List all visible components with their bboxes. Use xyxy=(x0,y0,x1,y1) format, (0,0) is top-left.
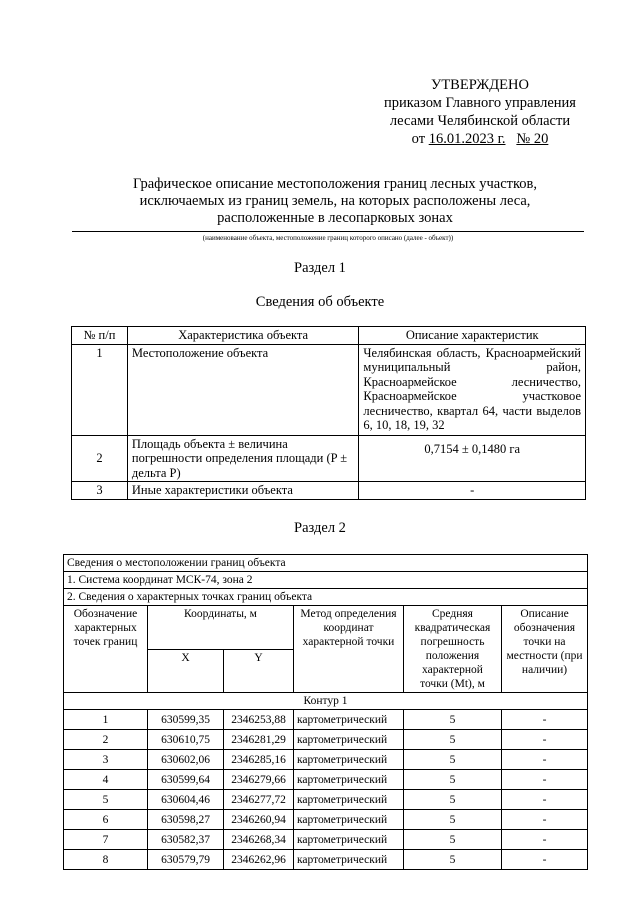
point-method: картометрический xyxy=(294,770,404,790)
point-y: 2346260,94 xyxy=(224,810,294,830)
table-row xyxy=(72,344,586,435)
header-x: X xyxy=(148,649,224,693)
table-row xyxy=(72,482,586,500)
document-title xyxy=(100,176,570,227)
section-2-heading: Раздел 2 xyxy=(294,520,346,536)
point-x: 630599,64 xyxy=(148,770,224,790)
point-y: 2346277,72 xyxy=(224,790,294,810)
point-description: - xyxy=(502,770,588,790)
point-method: картометрический xyxy=(294,730,404,750)
header-characteristic: Характеристика объекта xyxy=(127,327,359,345)
document-title-line-2: исключаемых из границ земель, на которых расположены леса, xyxy=(139,193,531,209)
header-method: Метод определения координат характерной точки xyxy=(294,606,404,693)
row-characteristic: Площадь объекта ± величина погрешности определения площади (P ± дельта P) xyxy=(127,435,359,482)
point-method: картометрический xyxy=(294,710,404,730)
point-error: 5 xyxy=(404,850,502,870)
point-error: 5 xyxy=(404,830,502,850)
point-x: 630582,37 xyxy=(148,830,224,850)
row-characteristic: Иные характеристики объекта xyxy=(127,482,359,500)
point-y: 2346279,66 xyxy=(224,770,294,790)
point-description: - xyxy=(502,810,588,830)
table-row xyxy=(72,435,586,482)
point-number: 1 xyxy=(64,710,148,730)
object-info-table xyxy=(71,326,586,500)
boundary-info-title: Сведения о местоположении границ объекта xyxy=(64,555,588,572)
contour-label: Контур 1 xyxy=(64,693,588,710)
approval-block xyxy=(360,76,600,148)
table-header-row xyxy=(64,606,588,650)
point-description: - xyxy=(502,850,588,870)
document-title-line-1: Графическое описание местоположения границ лесных участков, xyxy=(132,176,538,192)
title-caption: (наименование объекта, местоположение границ которого описано (далее - объект)) xyxy=(202,234,454,242)
row-description: - xyxy=(359,482,586,500)
approval-authority-line: лесами Челябинской области xyxy=(389,113,571,129)
point-x: 630610,75 xyxy=(148,730,224,750)
header-error: Средняя квадратическая погрешность положения характерной точки (Mt), м xyxy=(404,606,502,693)
point-method: картометрический xyxy=(294,830,404,850)
point-number: 8 xyxy=(64,850,148,870)
row-number: 2 xyxy=(72,435,128,482)
point-method: картометрический xyxy=(294,750,404,770)
table-row xyxy=(64,850,588,870)
point-description: - xyxy=(502,730,588,750)
header-number: № п/п xyxy=(72,327,128,345)
table-header-row xyxy=(72,327,586,345)
points-info-title: 2. Сведения о характерных точках границ объекта xyxy=(64,589,588,606)
approval-from-label: от xyxy=(411,131,426,147)
header-point: Обозначение характерных точек границ xyxy=(64,606,148,693)
table-row xyxy=(64,730,588,750)
point-error: 5 xyxy=(404,750,502,770)
point-x: 630604,46 xyxy=(148,790,224,810)
point-method: картометрический xyxy=(294,790,404,810)
point-method: картометрический xyxy=(294,850,404,870)
point-number: 6 xyxy=(64,810,148,830)
approval-date-line xyxy=(360,130,600,148)
points-body xyxy=(64,710,588,870)
point-error: 5 xyxy=(404,710,502,730)
approval-title: УТВЕРЖДЕНО xyxy=(431,77,529,93)
table-row xyxy=(64,710,588,730)
section-1-heading: Раздел 1 xyxy=(294,260,346,276)
point-number: 2 xyxy=(64,730,148,750)
header-coordinates: Координаты, м xyxy=(148,606,294,650)
header-point-description: Описание обозначения точки на местности (при наличии) xyxy=(502,606,588,693)
document-title-line-3: расположенные в лесопарковых зонах xyxy=(217,210,453,226)
point-error: 5 xyxy=(404,810,502,830)
point-error: 5 xyxy=(404,770,502,790)
contour-row xyxy=(64,693,588,710)
row-description: 0,7154 ± 0,1480 га xyxy=(359,435,586,482)
point-x: 630579,79 xyxy=(148,850,224,870)
point-number: 7 xyxy=(64,830,148,850)
table-info-row xyxy=(64,555,588,572)
table-info-row xyxy=(64,572,588,589)
boundary-points-table xyxy=(63,554,588,870)
table-info-row xyxy=(64,589,588,606)
table-row xyxy=(64,770,588,790)
point-description: - xyxy=(502,710,588,730)
point-x: 630602,06 xyxy=(148,750,224,770)
row-number: 3 xyxy=(72,482,128,500)
point-number: 5 xyxy=(64,790,148,810)
point-y: 2346281,29 xyxy=(224,730,294,750)
point-error: 5 xyxy=(404,730,502,750)
table-row xyxy=(64,750,588,770)
point-description: - xyxy=(502,830,588,850)
point-number: 4 xyxy=(64,770,148,790)
table-row xyxy=(64,830,588,850)
table-row xyxy=(64,810,588,830)
point-description: - xyxy=(502,750,588,770)
coordinate-system: 1. Система координат МСК-74, зона 2 xyxy=(64,572,588,589)
point-y: 2346253,88 xyxy=(224,710,294,730)
point-number: 3 xyxy=(64,750,148,770)
row-number: 1 xyxy=(72,344,128,435)
point-y: 2346285,16 xyxy=(224,750,294,770)
title-underline xyxy=(72,231,584,232)
approval-order-line: приказом Главного управления xyxy=(384,95,576,111)
point-description: - xyxy=(502,790,588,810)
approval-date: 16.01.2023 г. xyxy=(428,131,506,147)
point-x: 630599,35 xyxy=(148,710,224,730)
row-characteristic: Местоположение объекта xyxy=(127,344,359,435)
table-row xyxy=(64,790,588,810)
point-error: 5 xyxy=(404,790,502,810)
section-1-subheading: Сведения об объекте xyxy=(255,294,385,310)
header-y: Y xyxy=(224,649,294,693)
row-description: Челябинская область, Красноармейский муниципальный район, Красноармейское лесничество, Красноармейское участковое лесничество, квартал 64, части выделов 6, 10, 18, 19, 32 xyxy=(359,344,586,435)
point-method: картометрический xyxy=(294,810,404,830)
point-x: 630598,27 xyxy=(148,810,224,830)
point-y: 2346268,34 xyxy=(224,830,294,850)
header-description: Описание характеристик xyxy=(359,327,586,345)
approval-number: № 20 xyxy=(516,131,549,147)
point-y: 2346262,96 xyxy=(224,850,294,870)
